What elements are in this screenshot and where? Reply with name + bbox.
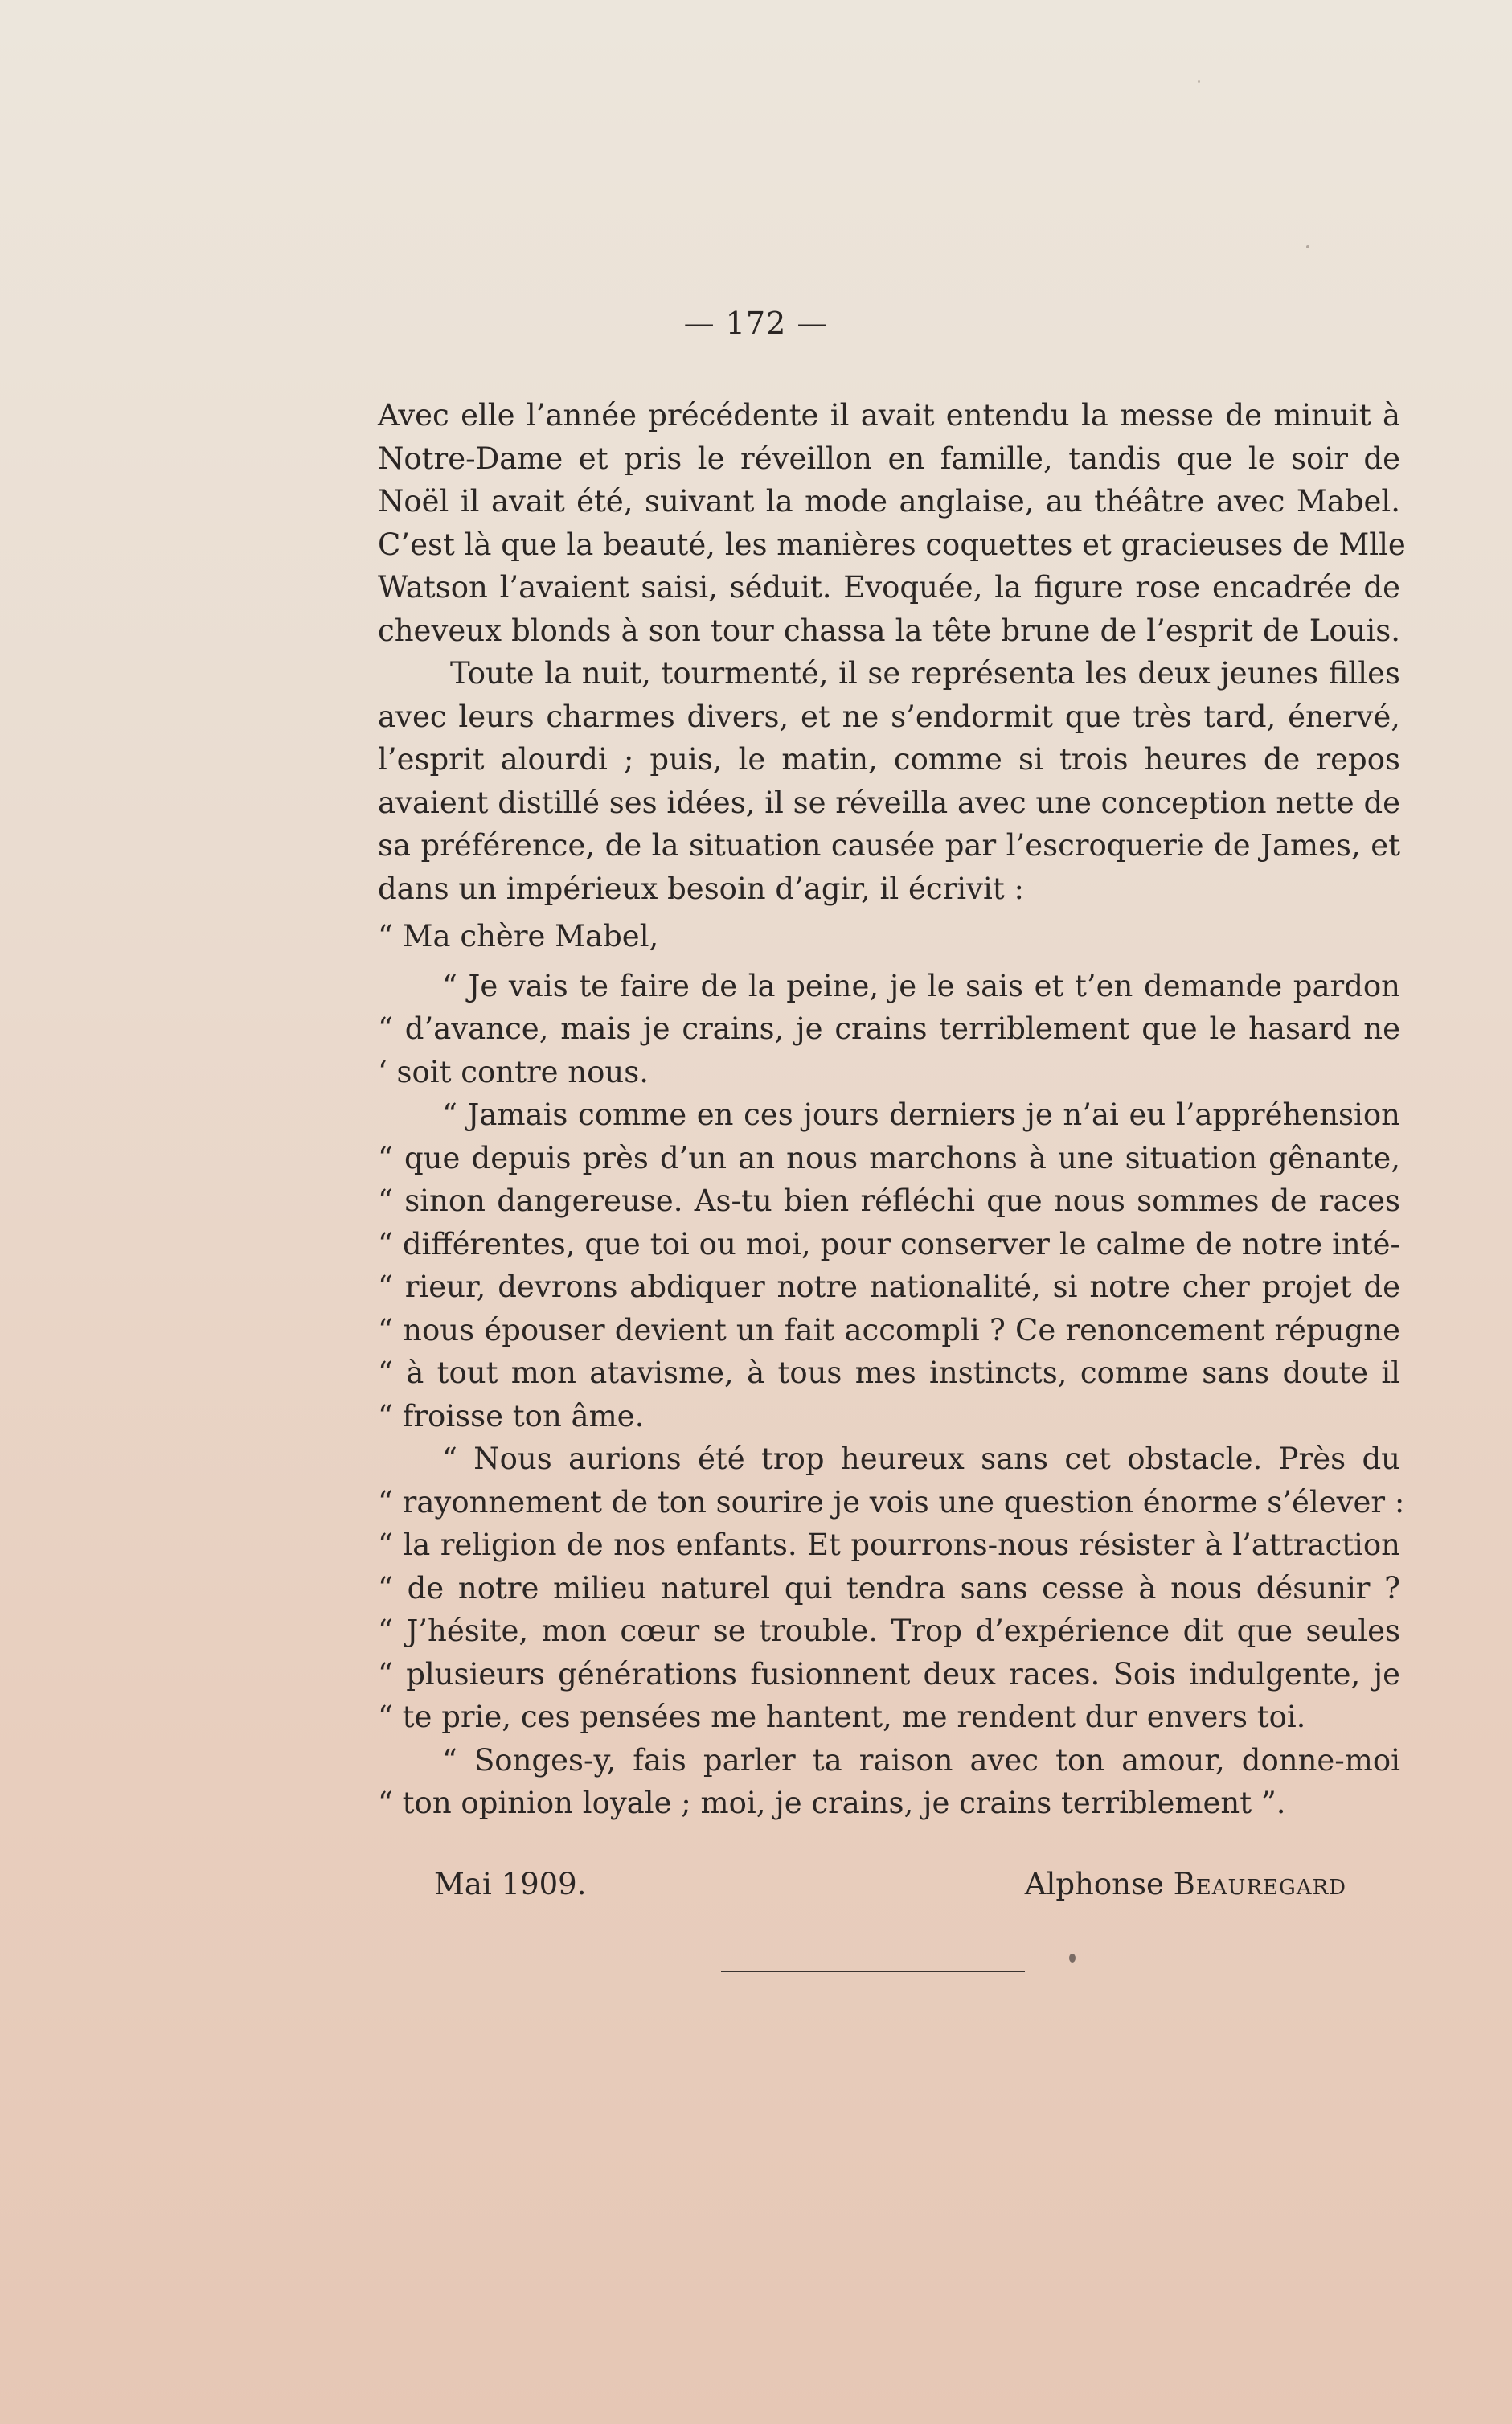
text-line: “ te prie, ces pensées me hantent, me rendent dur envers toi. — [378, 1700, 1306, 1734]
author-first-name: Alphonse — [1024, 1867, 1164, 1901]
paragraph — [378, 394, 1406, 652]
text-line: l’esprit alourdi ; puis, le matin, comme si trois heures de repos — [378, 742, 1400, 777]
letter-paragraph — [378, 965, 1400, 1094]
page-number: — 172 — — [683, 306, 829, 341]
text-line: “ que depuis près d’un an nous marchons à une situation gênante, — [378, 1140, 1400, 1175]
text-line: “ rieur, devrons abdiquer notre nationalité, si notre cher projet de — [378, 1269, 1400, 1304]
text-line: “ différentes, que toi ou moi, pour conserver le calme de notre inté- — [378, 1226, 1400, 1261]
text-line: Notre-Dame et pris le réveillon en famille, tandis que le soir de — [378, 441, 1400, 476]
letter-paragraph — [378, 1438, 1405, 1739]
letter-salutation — [378, 915, 1400, 958]
text-line: sa préférence, de la situation causée par l’escroquerie de James, et — [378, 828, 1400, 863]
text-line: Avec elle l’année précédente il avait entendu la messe de minuit à — [378, 398, 1400, 433]
paragraph — [378, 652, 1400, 910]
author-signature — [1025, 1867, 1346, 1901]
letter-date: Mai 1909. — [434, 1867, 587, 1901]
text-line: C’est là que la beauté, les manières coquettes et gracieuses de Mlle — [378, 527, 1406, 562]
text-line: Watson l’avaient saisi, séduit. Evoquée, la figure rose encadrée de — [378, 570, 1400, 605]
text-line: “ Je vais te faire de la peine, je le sais et t’en demande pardon — [442, 968, 1400, 1003]
text-line: Noël il avait été, suivant la mode anglaise, au théâtre avec Mabel. — [378, 484, 1400, 519]
letter-paragraph — [378, 1093, 1400, 1438]
text-line: Toute la nuit, tourmenté, il se représenta les deux jeunes filles — [450, 656, 1400, 691]
paper-speck — [1198, 80, 1200, 83]
text-line: “ plusieurs générations fusionnent deux races. Sois indulgente, je — [378, 1656, 1400, 1692]
text-line: “ la religion de nos enfants. Et pourrons-nous résister à l’attraction — [378, 1528, 1400, 1562]
text-line: cheveux blonds à son tour chassa la tête brune de l’esprit de Louis. — [378, 613, 1400, 648]
text-line: “ d’avance, mais je crains, je crains terriblement que le hasard ne — [378, 1011, 1400, 1046]
paper-speck — [1306, 245, 1309, 248]
text-line: “ Ma chère Mabel, — [378, 919, 659, 954]
text-line: “ de notre milieu naturel qui tendra sans cesse à nous désunir ? — [378, 1570, 1400, 1606]
body-text — [378, 394, 1406, 1825]
text-line: avec leurs charmes divers, et ne s’endormit que très tard, énervé, — [378, 699, 1400, 734]
letter-paragraph — [378, 1739, 1400, 1825]
text-line: “ nous épouser devient un fait accompli ? Ce renoncement répugne — [378, 1312, 1400, 1347]
paper-speck — [1069, 1954, 1076, 1963]
text-line: “ Jamais comme en ces jours derniers je n’ai eu l’appréhension — [442, 1097, 1400, 1132]
text-line: ‘ soit contre nous. — [378, 1054, 649, 1089]
text-line: dans un impérieux besoin d’agir, il écrivit : — [378, 871, 1024, 906]
text-line: “ Nous aurions été trop heureux sans cet obstacle. Près du — [442, 1442, 1400, 1476]
author-last-name: Beauregard — [1173, 1867, 1346, 1901]
text-line: “ J’hésite, mon cœur se trouble. Trop d’expérience dit que seules — [378, 1614, 1400, 1648]
text-line: “ Songes-y, fais parler ta raison avec ton amour, donne-moi — [442, 1742, 1400, 1778]
text-line: “ rayonnement de ton sourire je vois une question énorme s’élever : — [378, 1484, 1405, 1520]
end-rule — [721, 1971, 1025, 1972]
text-line: avaient distillé ses idées, il se réveilla avec une conception nette de — [378, 785, 1401, 820]
text-line: “ froisse ton âme. — [378, 1398, 645, 1433]
text-line: “ ton opinion loyale ; moi, je crains, je crains terriblement ”. — [378, 1786, 1286, 1820]
text-line: “ à tout mon atavisme, à tous mes instincts, comme sans doute il — [378, 1356, 1400, 1390]
signature-row — [434, 1867, 1346, 1901]
text-line: “ sinon dangereuse. As-tu bien réfléchi que nous sommes de races — [378, 1183, 1400, 1218]
